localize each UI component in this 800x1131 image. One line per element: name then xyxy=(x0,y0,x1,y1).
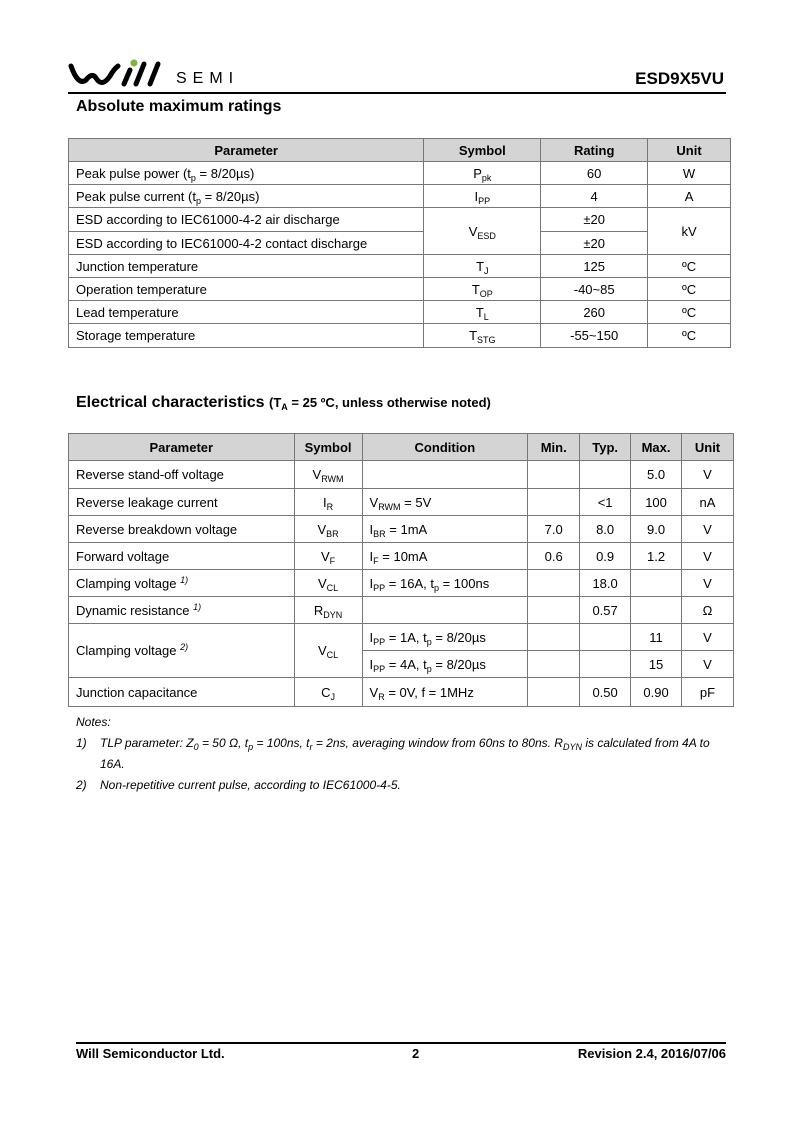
param-cell: Peak pulse power $(t_p = 8/20\mu s)$ xyxy=(69,162,424,185)
footer-rule xyxy=(76,1042,726,1044)
unit-cell: ºC xyxy=(648,301,731,324)
max-cell xyxy=(631,570,682,597)
param-cell: Junction temperature xyxy=(69,255,424,278)
unit-cell: V xyxy=(682,624,734,651)
logo-mark-icon xyxy=(68,58,174,88)
max-cell: 1.2 xyxy=(631,543,682,570)
table-row xyxy=(69,624,734,651)
table-row xyxy=(69,461,734,489)
max-cell: 9.0 xyxy=(631,516,682,543)
param-cell: Operation temperature xyxy=(69,278,424,301)
abs-max-table xyxy=(68,138,731,348)
col-header: Symbol xyxy=(424,139,541,162)
rating-cell: -55~150 xyxy=(541,324,648,348)
min-cell xyxy=(528,597,580,624)
col-header: Parameter xyxy=(69,434,295,461)
min-cell xyxy=(528,461,580,489)
col-header: Min. xyxy=(528,434,580,461)
rating-cell: 260 xyxy=(541,301,648,324)
typ-cell: 18.0 xyxy=(580,570,631,597)
min-cell xyxy=(528,624,580,651)
max-cell: 100 xyxy=(631,489,682,516)
unit-cell: nA xyxy=(682,489,734,516)
abs-max-title: Absolute maximum ratings xyxy=(76,98,282,115)
col-header: Max. xyxy=(631,434,682,461)
table-row xyxy=(69,301,731,324)
table-row xyxy=(69,232,731,255)
table-row xyxy=(69,208,731,232)
max-cell xyxy=(631,597,682,624)
col-header: Symbol xyxy=(294,434,362,461)
condition-cell xyxy=(362,461,528,489)
max-cell: 0.90 xyxy=(631,678,682,707)
table-row xyxy=(69,162,731,185)
col-header: Rating xyxy=(541,139,648,162)
typ-cell xyxy=(580,651,631,678)
min-cell xyxy=(528,570,580,597)
unit-cell: pF xyxy=(682,678,734,707)
condition-cell: $I_{PP} = 16A$, $t_p = 100ns$ xyxy=(362,570,528,597)
table-row xyxy=(69,516,734,543)
symbol-cell: $V_{ESD}$ xyxy=(424,208,541,255)
table-row xyxy=(69,570,734,597)
symbol-cell: $P_{pk}$ xyxy=(424,162,541,185)
typ-cell xyxy=(580,461,631,489)
symbol-cell: $T_L$ xyxy=(424,301,541,324)
note-text: Non-repetitive current pulse, according to IEC61000-4-5. xyxy=(100,778,401,792)
symbol-cell: $I_R$ xyxy=(294,489,362,516)
condition-cell: $I_{PP} = 4A$, $t_p = 8/20\mu s$ xyxy=(362,651,528,678)
table-row xyxy=(69,543,734,570)
param-cell: Clamping voltage $^{1)}$ xyxy=(69,570,295,597)
company-logo xyxy=(68,58,253,92)
condition-cell: $I_F = 10mA$ xyxy=(362,543,528,570)
rating-cell: 4 xyxy=(541,185,648,208)
unit-cell: V xyxy=(682,651,734,678)
col-header: Unit xyxy=(648,139,731,162)
symbol-cell: $C_J$ xyxy=(294,678,362,707)
symbol-cell: $T_{STG}$ xyxy=(424,324,541,348)
condition-cell: $I_{BR} = 1mA$ xyxy=(362,516,528,543)
typ-cell: 0.57 xyxy=(580,597,631,624)
typ-cell: 8.0 xyxy=(580,516,631,543)
param-cell: ESD according to IEC61000-4-2 air discharge xyxy=(69,208,424,232)
unit-cell: kV xyxy=(648,208,731,255)
table-row xyxy=(69,678,734,707)
part-number: ESD9X5VU xyxy=(635,69,724,88)
unit-cell: ºC xyxy=(648,324,731,348)
symbol-cell: $T_{OP}$ xyxy=(424,278,541,301)
rating-cell: ±20 xyxy=(541,208,648,232)
max-cell: 11 xyxy=(631,624,682,651)
param-cell: Lead temperature xyxy=(69,301,424,324)
table-row xyxy=(69,278,731,301)
condition-cell xyxy=(362,597,528,624)
param-cell: Junction capacitance xyxy=(69,678,295,707)
min-cell xyxy=(528,678,580,707)
param-cell: Reverse stand-off voltage xyxy=(69,461,295,489)
note-item: 2) Non-repetitive current pulse, according to IEC61000-4-5. xyxy=(76,775,726,796)
unit-cell: V xyxy=(682,570,734,597)
symbol-cell: $R_{DYN}$ xyxy=(294,597,362,624)
min-cell xyxy=(528,651,580,678)
table-row xyxy=(69,597,734,624)
table-row xyxy=(69,255,731,278)
unit-cell: ºC xyxy=(648,278,731,301)
table-row xyxy=(69,185,731,208)
rating-cell: 125 xyxy=(541,255,648,278)
param-cell: Reverse breakdown voltage xyxy=(69,516,295,543)
param-cell: Reverse leakage current xyxy=(69,489,295,516)
unit-cell: V xyxy=(682,543,734,570)
page-number: 2 xyxy=(412,1046,420,1061)
symbol-cell: $V_{CL}$ xyxy=(294,624,362,678)
min-cell: 7.0 xyxy=(528,516,580,543)
table-row xyxy=(69,489,734,516)
header-rule xyxy=(68,92,726,94)
min-cell: 0.6 xyxy=(528,543,580,570)
unit-cell: A xyxy=(648,185,731,208)
notes xyxy=(76,712,726,796)
note-item: 1) TLP parameter: $Z_0 = 50$ Ω, $t_p = 100ns$, $t_r = 2ns$, averaging window from 60ns to 80ns. $R_{DYN}$ is calculated from 4A to 16A. xyxy=(76,733,726,775)
col-header: Parameter xyxy=(69,139,424,162)
col-header: Typ. xyxy=(580,434,631,461)
unit-cell: ºC xyxy=(648,255,731,278)
param-cell: Peak pulse current $(t_p = 8/20\mu s)$ xyxy=(69,185,424,208)
rating-cell: -40~85 xyxy=(541,278,648,301)
table-row xyxy=(69,324,731,348)
note-text: TLP parameter: $Z_0 = 50$ Ω, $t_p = 100ns$, $t_r = 2ns$, averaging window from 60ns to 80ns. $R_{DYN}$ is calculated from 4A to 16A. xyxy=(100,736,710,771)
symbol-cell: $V_{RWM}$ xyxy=(294,461,362,489)
symbol-cell: $V_{BR}$ xyxy=(294,516,362,543)
rating-cell: ±20 xyxy=(541,232,648,255)
condition-cell: $V_{RWM} = 5V$ xyxy=(362,489,528,516)
logo-text: SEMI xyxy=(176,70,240,87)
symbol-cell: $V_F$ xyxy=(294,543,362,570)
unit-cell: Ω xyxy=(682,597,734,624)
elec-table xyxy=(68,433,734,707)
condition-cell: $V_R = 0V$, f = 1MHz xyxy=(362,678,528,707)
symbol-cell: $T_J$ xyxy=(424,255,541,278)
notes-label: Notes: xyxy=(76,715,111,729)
param-cell: Forward voltage xyxy=(69,543,295,570)
symbol-cell: $I_{PP}$ xyxy=(424,185,541,208)
max-cell: 15 xyxy=(631,651,682,678)
footer-revision: Revision 2.4, 2016/07/06 xyxy=(577,1046,726,1061)
param-cell: Clamping voltage $^{2)}$ xyxy=(69,624,295,678)
min-cell xyxy=(528,489,580,516)
rating-cell: 60 xyxy=(541,162,648,185)
unit-cell: V xyxy=(682,461,734,489)
col-header: Unit xyxy=(682,434,734,461)
param-cell: ESD according to IEC61000-4-2 contact discharge xyxy=(69,232,424,255)
unit-cell: W xyxy=(648,162,731,185)
typ-cell xyxy=(580,624,631,651)
elec-subtitle: ($T_A = 25$ ºC, unless otherwise noted) xyxy=(269,395,491,412)
typ-cell: 0.9 xyxy=(580,543,631,570)
col-header: Condition xyxy=(362,434,528,461)
footer-company: Will Semiconductor Ltd. xyxy=(76,1046,225,1061)
typ-cell: 0.50 xyxy=(580,678,631,707)
symbol-cell: $V_{CL}$ xyxy=(294,570,362,597)
param-cell: Storage temperature xyxy=(69,324,424,348)
unit-cell: V xyxy=(682,516,734,543)
max-cell: 5.0 xyxy=(631,461,682,489)
elec-title: Electrical characteristics ($T_A = 25$ ºC, unless otherwise noted) xyxy=(76,394,491,412)
condition-cell: $I_{PP} = 1A$, $t_p = 8/20\mu s$ xyxy=(362,624,528,651)
typ-cell: <1 xyxy=(580,489,631,516)
param-cell: Dynamic resistance $^{1)}$ xyxy=(69,597,295,624)
